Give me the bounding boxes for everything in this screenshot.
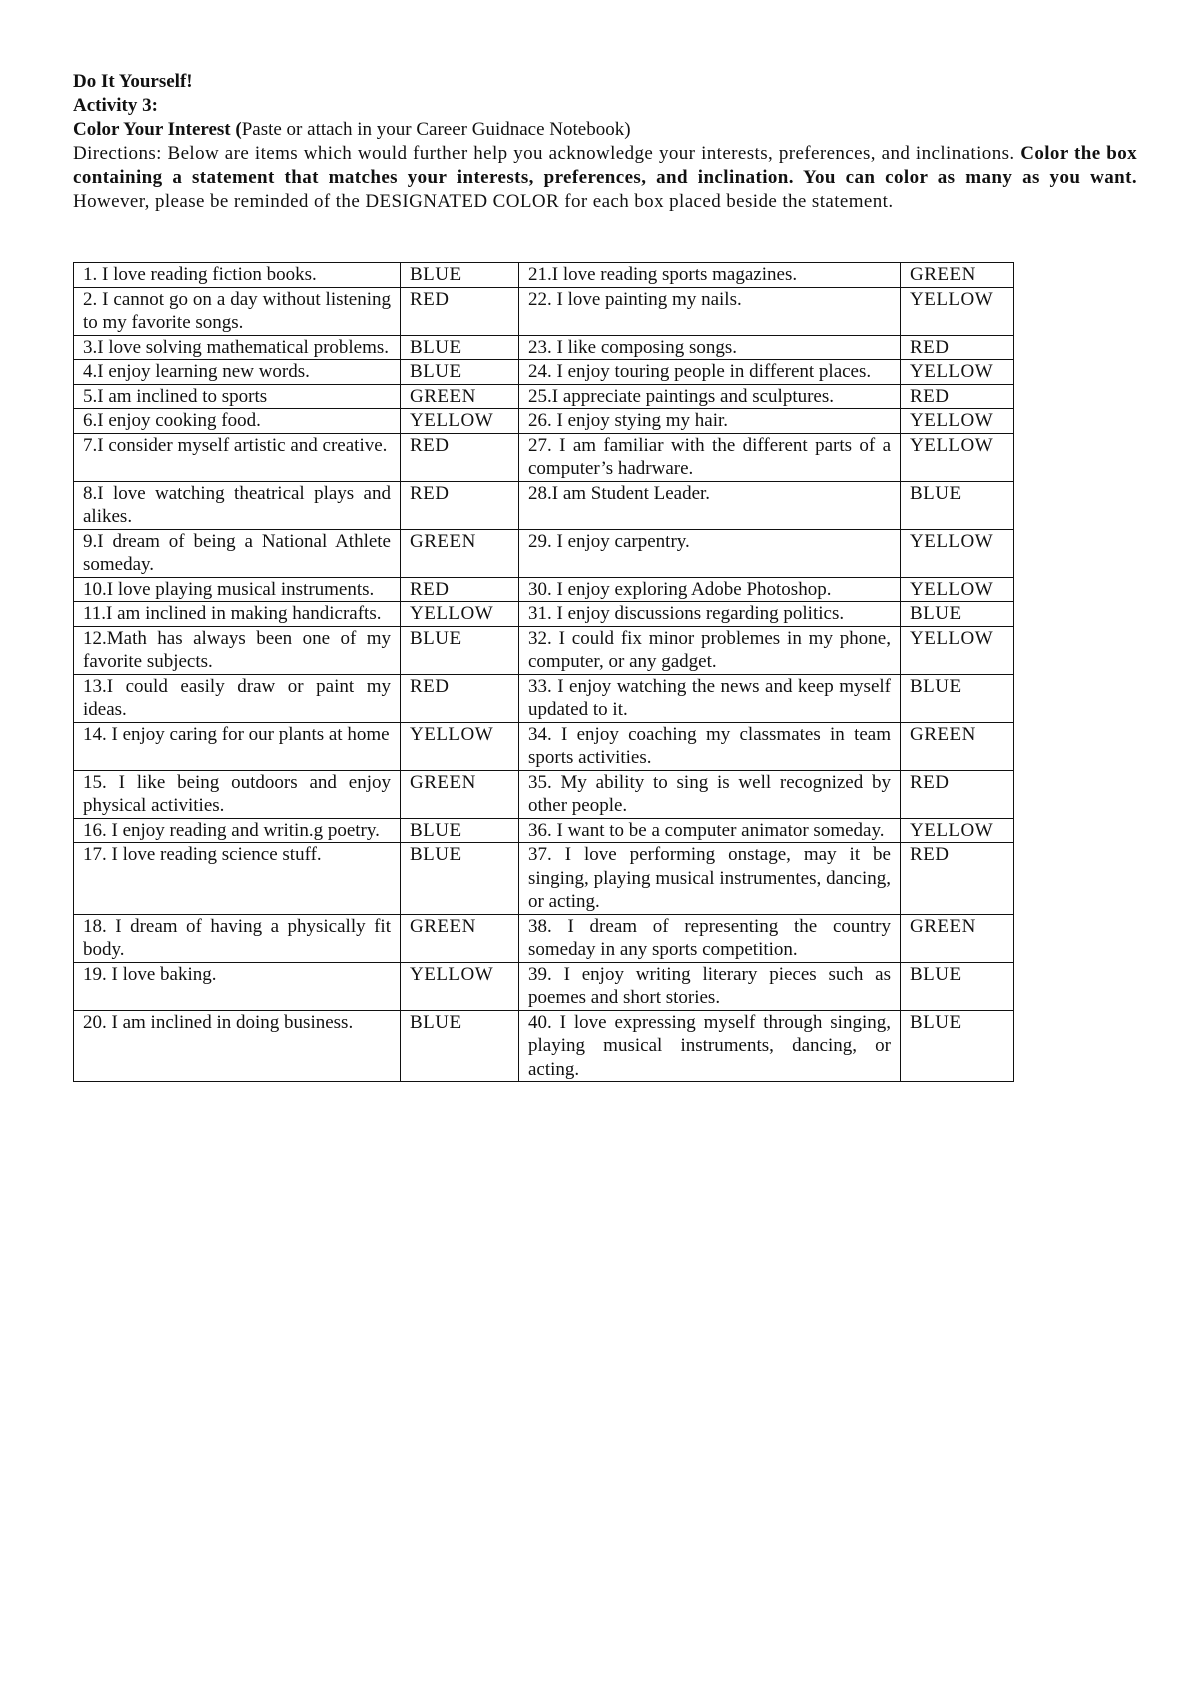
color-box[interactable]: RED [901,770,1014,818]
color-box[interactable]: BLUE [401,818,519,843]
table-row [74,722,1014,770]
table-row [74,577,1014,602]
activity-title-bold: Color Your Interest ( [73,119,242,140]
color-box[interactable]: GREEN [401,529,519,577]
color-box[interactable]: YELLOW [901,818,1014,843]
activity-title-note: Paste or attach in your Career Guidnace Notebook) [241,119,631,140]
statement-cell: 36. I want to be a computer animator someday. [519,818,901,843]
table-row [74,287,1014,335]
table-row [74,360,1014,385]
statement-cell: 38. I dream of representing the country someday in any sports competition. [519,914,901,962]
statement-cell: 8.I love watching theatrical plays and alikes. [74,481,401,529]
table-row [74,1010,1014,1082]
color-box[interactable]: GREEN [401,914,519,962]
statement-cell: 15. I like being outdoors and enjoy physical activities. [74,770,401,818]
statement-cell: 19. I love baking. [74,962,401,1010]
statement-cell: 16. I enjoy reading and writin.g poetry. [74,818,401,843]
color-box[interactable]: BLUE [901,481,1014,529]
statement-cell: 32. I could fix minor problemes in my phone, computer, or any gadget. [519,626,901,674]
statement-cell: 6.I enjoy cooking food. [74,409,401,434]
color-box[interactable]: YELLOW [901,626,1014,674]
activity-title [73,118,1137,142]
statement-cell: 21.I love reading sports magazines. [519,263,901,288]
table-row [74,602,1014,627]
statement-cell: 40. I love expressing myself through singing, playing musical instruments, dancing, or acting. [519,1010,901,1082]
table-row [74,962,1014,1010]
directions-paragraph [73,142,1137,214]
color-box[interactable]: BLUE [901,674,1014,722]
statement-cell: 35. My ability to sing is well recognized by other people. [519,770,901,818]
color-box[interactable]: BLUE [401,335,519,360]
statement-cell: 13.I could easily draw or paint my ideas. [74,674,401,722]
statement-cell: 24. I enjoy touring people in different places. [519,360,901,385]
statement-cell: 22. I love painting my nails. [519,287,901,335]
interest-table [73,262,1014,1082]
table-row [74,384,1014,409]
color-box[interactable]: YELLOW [401,962,519,1010]
color-box[interactable]: BLUE [901,1010,1014,1082]
table-row [74,674,1014,722]
statement-cell: 7.I consider myself artistic and creative. [74,433,401,481]
statement-cell: 27. I am familiar with the different parts of a computer’s hadrware. [519,433,901,481]
statement-cell: 17. I love reading science stuff. [74,843,401,915]
statement-cell: 26. I enjoy stying my hair. [519,409,901,434]
statement-cell: 25.I appreciate paintings and sculptures. [519,384,901,409]
table-row [74,263,1014,288]
color-box[interactable]: GREEN [401,770,519,818]
color-box[interactable]: BLUE [401,843,519,915]
color-box[interactable]: RED [401,481,519,529]
statement-cell: 10.I love playing musical instruments. [74,577,401,602]
worksheet-header [73,70,1137,214]
statement-cell: 28.I am Student Leader. [519,481,901,529]
color-box[interactable]: YELLOW [901,409,1014,434]
activity-label: Activity 3: [73,95,158,116]
statement-cell: 2. I cannot go on a day without listening to my favorite songs. [74,287,401,335]
statement-cell: 18. I dream of having a physically fit body. [74,914,401,962]
statement-cell: 20. I am inclined in doing business. [74,1010,401,1082]
interest-table-body [74,263,1014,1082]
directions-instruction: Color the box containing a statement that matches your interests, preferences, and inclination. You can color as many as you want. [73,143,1137,188]
color-box[interactable]: BLUE [401,1010,519,1082]
statement-cell: 34. I enjoy coaching my classmates in team sports activities. [519,722,901,770]
color-box[interactable]: RED [901,335,1014,360]
statement-cell: 14. I enjoy caring for our plants at home [74,722,401,770]
color-box[interactable]: RED [401,577,519,602]
color-box[interactable]: BLUE [401,626,519,674]
statement-cell: 37. I love performing onstage, may it be singing, playing musical instrumentes, dancing, or acting. [519,843,901,915]
statement-cell: 3.I love solving mathematical problems. [74,335,401,360]
table-row [74,335,1014,360]
statement-cell: 33. I enjoy watching the news and keep myself updated to it. [519,674,901,722]
directions-intro: Directions: Below are items which would further help you acknowledge your interests, preferences, and inclinations. [73,143,1021,164]
color-box[interactable]: BLUE [901,962,1014,1010]
table-row [74,409,1014,434]
color-box[interactable]: GREEN [901,722,1014,770]
color-box[interactable]: YELLOW [901,577,1014,602]
color-box[interactable]: YELLOW [401,722,519,770]
statement-cell: 23. I like composing songs. [519,335,901,360]
statement-cell: 9.I dream of being a National Athlete someday. [74,529,401,577]
table-row [74,433,1014,481]
section-label: Do It Yourself! [73,71,193,92]
statement-cell: 1. I love reading fiction books. [74,263,401,288]
statement-cell: 12.Math has always been one of my favorite subjects. [74,626,401,674]
color-box[interactable]: YELLOW [901,529,1014,577]
table-row [74,626,1014,674]
color-box[interactable]: YELLOW [901,287,1014,335]
statement-cell: 31. I enjoy discussions regarding politics. [519,602,901,627]
color-box[interactable]: GREEN [401,384,519,409]
color-box[interactable]: GREEN [901,914,1014,962]
color-box[interactable]: GREEN [901,263,1014,288]
table-row [74,914,1014,962]
color-box[interactable]: YELLOW [901,433,1014,481]
statement-cell: 39. I enjoy writing literary pieces such as poemes and short stories. [519,962,901,1010]
color-box[interactable]: BLUE [401,263,519,288]
statement-cell: 4.I enjoy learning new words. [74,360,401,385]
color-box[interactable]: RED [401,287,519,335]
color-box[interactable]: YELLOW [401,409,519,434]
statement-cell: 11.I am inclined in making handicrafts. [74,602,401,627]
color-box[interactable]: RED [401,433,519,481]
statement-cell: 5.I am inclined to sports [74,384,401,409]
color-box[interactable]: RED [401,674,519,722]
color-box[interactable]: BLUE [901,602,1014,627]
table-row [74,770,1014,818]
table-row [74,843,1014,915]
color-box[interactable]: BLUE [401,360,519,385]
table-row [74,818,1014,843]
table-row [74,481,1014,529]
color-box[interactable]: RED [901,843,1014,915]
statement-cell: 30. I enjoy exploring Adobe Photoshop. [519,577,901,602]
color-box[interactable]: YELLOW [901,360,1014,385]
directions-reminder: However, please be reminded of the DESIGNATED COLOR for each box placed beside the statement. [73,191,894,212]
color-box[interactable]: RED [901,384,1014,409]
color-box[interactable]: YELLOW [401,602,519,627]
table-row [74,529,1014,577]
statement-cell: 29. I enjoy carpentry. [519,529,901,577]
